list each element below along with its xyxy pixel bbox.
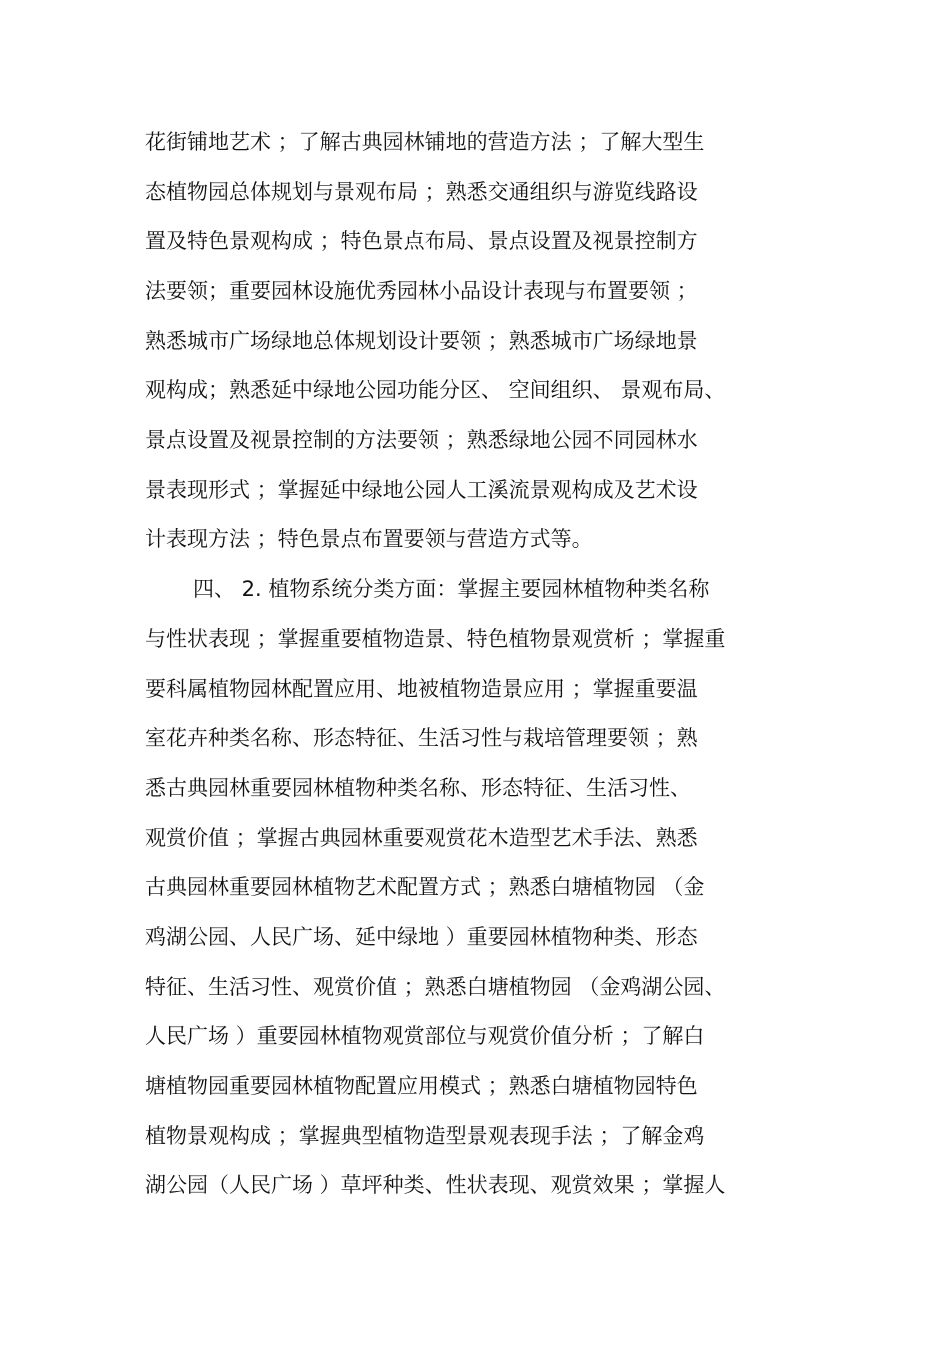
text-line-3: 置及特色景观构成 ；特色景点布局、景点设置及视景控制方 [145, 229, 698, 253]
text-line-14: 悉古典园林重要园林植物种类名称、形态特征、生活习性、 [145, 776, 691, 800]
text-line-22: 湖公园（人民广场 ）草坪种类、性状表现、观赏效果 ；掌握人 [145, 1173, 726, 1197]
text-line-9: 计表现方法 ；特色景点布置要领与营造方式等。 [145, 527, 593, 551]
text-line-6: 观构成；熟悉延中绿地公园功能分区、 空间组织、 景观布局、 [145, 378, 726, 402]
section-heading-line: 四、 2. 植物系统分类方面：掌握主要园林植物种类名称 [193, 577, 710, 601]
text-line-17: 鸡湖公园、人民广场、延中绿地 ）重要园林植物种类、形态 [145, 925, 698, 949]
text-line-16: 古典园林重要园林植物艺术配置方式 ；熟悉白塘植物园 （金 [145, 875, 705, 899]
text-line-1: 花街铺地艺术 ；了解古典园林铺地的营造方法 ；了解大型生 [145, 130, 705, 154]
text-line-18: 特征、生活习性、观赏价值 ；熟悉白塘植物园 （金鸡湖公园、 [145, 975, 726, 999]
text-line-2: 态植物园总体规划与景观布局 ；熟悉交通组织与游览线路设 [145, 180, 698, 204]
text-line-5: 熟悉城市广场绿地总体规划设计要领 ；熟悉城市广场绿地景 [145, 329, 698, 353]
text-line-15: 观赏价值 ；掌握古典园林重要观赏花木造型艺术手法、熟悉 [145, 826, 698, 850]
text-line-20: 塘植物园重要园林植物配置应用模式 ；熟悉白塘植物园特色 [145, 1074, 698, 1098]
text-line-4: 法要领；重要园林设施优秀园林小品设计表现与布置要领 ； [145, 279, 698, 303]
text-line-7: 景点设置及视景控制的方法要领 ；熟悉绿地公园不同园林水 [145, 428, 698, 452]
text-line-12: 要科属植物园林配置应用、地被植物造景应用 ；掌握重要温 [145, 677, 698, 701]
text-line-19: 人民广场 ）重要园林植物观赏部位与观赏价值分析 ；了解白 [145, 1024, 705, 1048]
text-line-13: 室花卉种类名称、形态特征、生活习性与栽培管理要领 ；熟 [145, 726, 698, 750]
text-line-8: 景表现形式 ；掌握延中绿地公园人工溪流景观构成及艺术设 [145, 478, 698, 502]
text-line-11: 与性状表现 ；掌握重要植物造景、特色植物景观赏析 ；掌握重 [145, 627, 726, 651]
text-line-21: 植物景观构成 ；掌握典型植物造型景观表现手法 ；了解金鸡 [145, 1124, 705, 1148]
